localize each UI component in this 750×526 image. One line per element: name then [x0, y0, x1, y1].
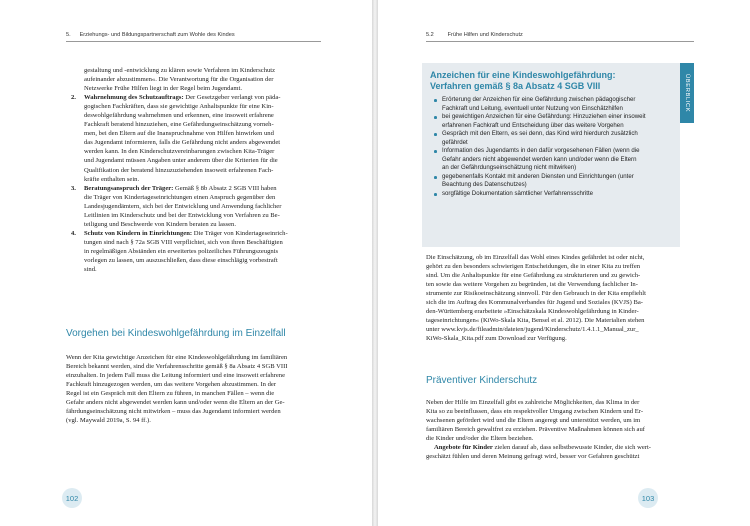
overview-box: [422, 63, 680, 247]
text-line: gestaltung und -entwicklung zu klären sowie Verfahren im Kinderschutz: [84, 67, 276, 74]
text-line: erfahrenen Fachkraft und Entscheidung über das weitere Vorgehen: [442, 121, 624, 129]
text-line: in regelmäßigen Abständen ein erweitertes polizeiliches Führungszeugnis: [84, 247, 279, 255]
box-bullet-list: [434, 96, 670, 199]
list-item: [434, 147, 670, 173]
list-item-2: [66, 93, 321, 183]
text-line: vorlegen zu lassen, um auszuschließen, dass diese einschlägig vorbestraft: [84, 256, 278, 264]
text-line: KiWo-Skala_Kita.pdf zum Download zur Verfügung.: [426, 335, 567, 343]
text-line: tungen sind nach § 72a SGB VIII verpflichtet, sich von ihren Beschäftigten: [84, 238, 283, 246]
text-line: sorgfältige Dokumentation sämtlicher Verfahrensschritte: [442, 190, 594, 198]
running-head-right: [426, 32, 694, 42]
text-line: den-Württemberg erarbeitete »Einschätzskala Kindeswohlgefährdung in Kinder-: [426, 308, 639, 316]
left-page: [0, 0, 372, 526]
text-line: (vgl. Maywald 2019a, S. 94 ff.).: [66, 417, 151, 425]
text-line: Neben der Hilfe im Einzelfall gibt es zahlreiche Möglichkeiten, das Klima in der: [426, 399, 640, 406]
text-line: Information des Jugendamts in den dafür vorgesehenen Fällen (wenn die: [442, 147, 640, 155]
prevention-paragraph: [426, 398, 694, 461]
box-title-line: Verfahren gemäß § 8a Absatz 4 SGB VIII: [430, 81, 601, 91]
text-line: zielen darauf ab, dass selbstbewusste Kinder, die sich wert-: [492, 444, 651, 452]
section-paragraph: [66, 353, 321, 425]
text-line: ten sowie das weitere Vorgehen zu begründen, ist die Verwendung fachlicher In-: [426, 281, 638, 289]
section-heading-einzelfall: Vorgehen bei Kindeswohlgefährdung im Einzelfall: [66, 328, 286, 339]
text-line: familiären Bereich gewaltfrei zu erziehen. Präventive Maßnahmen können sich auf: [426, 426, 645, 434]
text-line: Der Gesetzgeber verlangt von päda-: [183, 94, 281, 102]
text-line: die Kinder und/oder die Eltern beziehen.: [426, 435, 534, 443]
item-number: 4.: [71, 229, 76, 237]
text-line: gogischen Fachkräften, dass sie gewichtige Anhaltspunkte für eine Kin-: [84, 103, 274, 111]
text-line: Fachkraft und Leitung, eventuell unter Nutzung von Einschätzhilfen: [442, 104, 623, 112]
right-page: [378, 0, 750, 526]
page-number-left: 102: [62, 488, 82, 508]
text-line: geschätzt fühlen und deren Meinung gefragt wird, besser vor Gefahren geschützt: [426, 453, 640, 461]
inline-heading: Angebote für Kinder: [434, 444, 493, 452]
text-line: Wenn der Kita gewichtige Anzeichen für eine Kindeswohlgefährdung im familiären: [66, 354, 288, 361]
text-line: gegebenenfalls Kontakt mit anderen Diensten und Einrichtungen (unter: [442, 172, 634, 180]
text-line: werden kann. In den Kinderschutzvereinbarungen zwischen Kita-Träger: [84, 148, 275, 156]
text-line: bei gewichtigen Anzeichen für eine Gefährdung: Hinzuziehen einer insoweit: [442, 113, 646, 121]
list-item: [434, 173, 670, 190]
text-line: deswohlgefährdung wahrnehmen und erkennen, eine insoweit erfahrene: [84, 112, 274, 120]
text-line: Gefahr anders nicht abgewendet werden kann und/oder wenn die Eltern: [442, 155, 637, 163]
chapter-number: 5.: [66, 32, 71, 38]
text-line: Fachkraft beratend hinzuziehen, eine Gefährdungseinschätzung vorneh-: [84, 121, 274, 129]
risk-assessment-paragraph: [426, 253, 694, 343]
side-tab-label: ÜBERBLICK: [684, 73, 690, 113]
text-line: teiligung und Beschwerde von Kindern beraten zu lassen.: [84, 220, 236, 228]
text-line: Fachkraft hinzugezogen werden, um das weitere Vorgehen abzustimmen. In der: [66, 381, 277, 389]
text-line: das Jugendamt informieren, falls die Gefährdung nicht anders abgewendet: [84, 139, 281, 147]
item-number: 2.: [71, 94, 76, 102]
item-heading: Beratungsanspruch der Träger:: [84, 184, 174, 192]
text-line: an der Gefährdungseinschätzung nicht mitwirken): [442, 164, 577, 172]
text-line: gehört zu den besonders schwierigen Entscheidungen, die in einer Kita zu treffen: [426, 263, 641, 271]
list-item: [434, 96, 670, 113]
text-line: Regel ist ein Gespräch mit den Eltern zu führen, in manchen Fällen – wenn die: [66, 390, 275, 398]
list-item: [434, 113, 670, 130]
item-heading: Schutz von Kindern in Einrichtungen:: [84, 229, 193, 237]
text-line: wachsenen gefördert wird und die Eltern angeregt und unterstützt werden, um im: [426, 417, 641, 425]
text-line: Beachtung des Datenschutzes): [442, 181, 527, 189]
intro-paragraph: [66, 66, 321, 93]
text-line: tageseinrichtungen« (KiWo-Skala Kita, Bensel et al. 2012). Die Materialien stehen: [426, 317, 645, 325]
text-line: Gefahr anders nicht abgewendet werden kann und/oder wenn die Eltern an der Ge-: [66, 399, 285, 407]
text-line: sind.: [84, 266, 97, 274]
text-line: Bereich bekannt werden, sind die Verfahrensschritte gemäß § 8a Absatz 4 SGB VIII: [66, 363, 288, 371]
ueberblick-side-tab: [680, 63, 694, 123]
chapter-title: Erziehungs- und Bildungspartnerschaft zum Wohle des Kindes: [79, 32, 235, 38]
text-line: Landesjugendämtern, sich bei der Entwicklung und Anwendung fachlicher: [84, 202, 282, 210]
text-line: sind. Um die Anhaltspunkte für eine Gefährdung zu strukturieren und zu gewich-: [426, 272, 641, 280]
text-line: Netzwerke Frühe Hilfen liegt in der Regel beim Jugendamt.: [84, 85, 243, 93]
box-title-line: Anzeichen für eine Kindeswohlgefährdung:: [430, 70, 616, 80]
page-number-right: 103: [638, 488, 658, 508]
text-line: Kita so zu beeinflussen, dass ein respektvoller Umgang zwischen Kindern und Er-: [426, 408, 644, 416]
list-item: [434, 130, 670, 147]
text-line: Gespräch mit den Eltern, es sei denn, das Kind wird hierdurch zusätzlich: [442, 130, 638, 138]
section-heading-praeventiv: Präventiver Kinderschutz: [426, 375, 538, 386]
text-line: Die Einschätzung, ob im Einzelfall das Wohl eines Kindes gefährdet ist oder nicht,: [426, 254, 645, 261]
text-line: aufeinander abzustimmen«. Die Verantwortung für die Organisation der: [84, 76, 274, 84]
text-line: Qualifikation der beratend hinzuzuziehenden insoweit erfahrenen Fach-: [84, 166, 274, 174]
text-line: gefährdet: [442, 138, 468, 146]
text-line: Leitlinien im Kinderschutz und bei der Entwicklung von Verfahren zu Be-: [84, 211, 280, 219]
item-number: 3.: [71, 184, 76, 192]
text-line: strumente zur Risikoeinschätzung sinnvoll. Für den Gebrauch in der Kita empfiehlt: [426, 290, 646, 298]
text-line: und Jugendamt müssen Angaben unter anderem über die Kriterien für die: [84, 157, 278, 165]
text-line: Die Träger von Kindertageseinrich-: [192, 229, 288, 237]
text-line: Erörterung der Anzeichen für eine Gefährdung zwischen pädagogischer: [442, 96, 636, 103]
text-line: fährdungseinschätzung nicht mitwirken – muss das Jugendamt informiert werden: [66, 408, 281, 416]
text-line: unter www.kvjs.de/fileadmin/dateien/jugend/Kinderschutz/1.4.1.1_Manual_zur_: [426, 326, 639, 334]
running-head-left: [66, 32, 321, 42]
offers-for-children-line: [426, 443, 694, 452]
section-number: 5.2: [426, 32, 434, 38]
text-line: men, bei den Eltern auf die Inanspruchnahme von Hilfen hinwirken und: [84, 130, 274, 138]
list-item-3: [66, 184, 321, 229]
item-heading: Wahrnehmung des Schutzauftrags:: [84, 94, 184, 102]
text-line: sich die im Auftrag des Kommunalverbandes für Jugend und Soziales (KVJS) Ba-: [426, 299, 644, 307]
text-line: Gemäß § 8b Absatz 2 SGB VIII haben: [173, 184, 277, 192]
text-line: die Träger von Kindertageseinrichtungen einen Anspruch gegenüber den: [84, 193, 276, 201]
left-body: [66, 66, 321, 274]
box-title: [430, 70, 674, 92]
list-item-4: [66, 229, 321, 274]
list-item: [434, 190, 670, 199]
section-title: Frühe Hilfen und Kinderschutz: [447, 32, 523, 38]
text-line: kräfte enthalten sein.: [84, 175, 140, 183]
text-line: einzuhalten. In jedem Fall muss die Leitung informiert und eine insoweit erfahrene: [66, 372, 285, 380]
